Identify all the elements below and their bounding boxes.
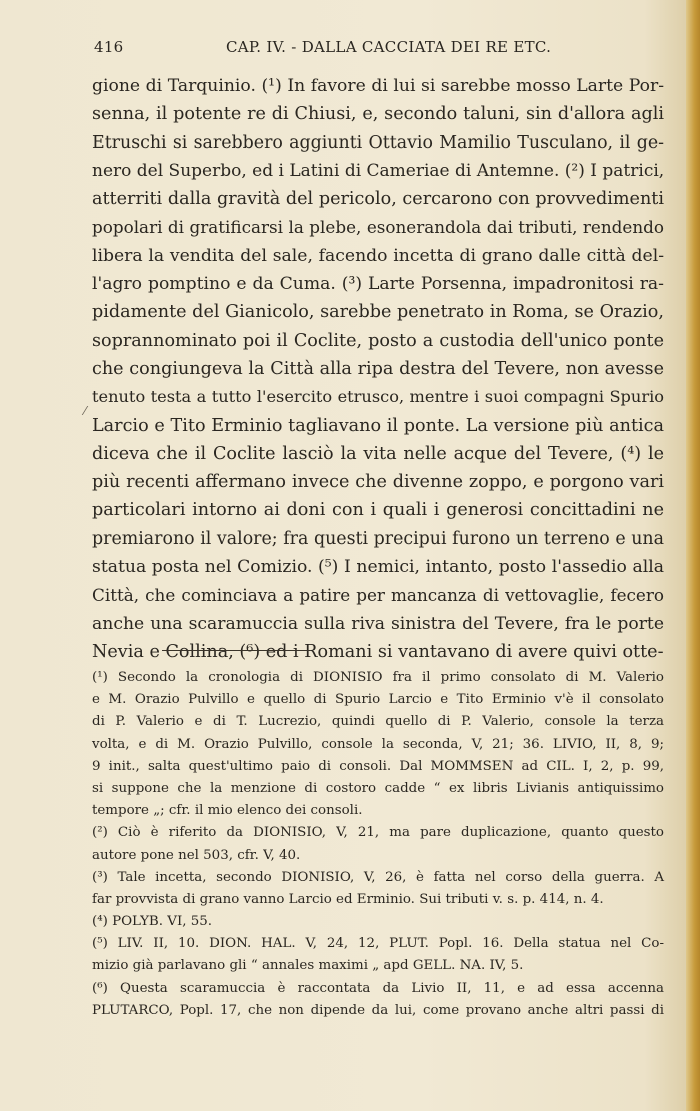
text-line: pidamente del Gianicolo, sarebbe penetrato in Roma, se Orazio,: [92, 302, 664, 323]
page-edge: [686, 0, 700, 1111]
text-line: soprannominato poi il Coclite, posto a custodia dell'unico ponte: [92, 330, 664, 351]
footnote-separator: [162, 650, 310, 651]
footnote-line: (⁶) Questa scaramuccia è raccontata da Livio II, 11, e ad essa accenna: [92, 980, 664, 996]
text-line: popolari di gratificarsi la plebe, esonerandola dai tributi, rendendo: [92, 217, 664, 238]
text-line: Larcio e Tito Erminio tagliavano il ponte. La versione più antica: [92, 415, 664, 436]
text-line: premiarono il valore; fra questi precipui furono un terreno e una: [92, 528, 664, 549]
text-line: statua posta nel Comizio. (⁵) I nemici, intanto, posto l'assedio alla: [92, 557, 664, 578]
page-number: 416: [94, 38, 124, 56]
footnote-line: si suppone che la menzione di costoro cadde “ ex libris Livianis antiquissimo: [92, 780, 664, 796]
pencil-mark: ⁄: [84, 404, 87, 418]
footnote-line: (¹) Secondo la cronologia di DIONISIO fra il primo consolato di M. Valerio: [92, 670, 664, 685]
text-line: tenuto testa a tutto l'esercito etrusco, mentre i suoi compagni Spurio: [92, 387, 664, 407]
footnote-line: (³) Tale incetta, secondo DIONISIO, V, 26, è fatta nel corso della guerra. A: [92, 869, 664, 885]
running-header: [94, 38, 656, 62]
text-line: particolari intorno ai doni con i quali i generosi concittadini ne: [92, 500, 664, 521]
footnote-line: mizio già parlavano gli “ annales maximi „ apd GELL. NA. IV, 5.: [92, 958, 524, 974]
footnote-line: di P. Valerio e di T. Lucrezio, quindi quello di P. Valerio, console la terza: [92, 714, 664, 730]
text-line: Etruschi si sarebbero aggiunti Ottavio Mamilio Tusculano, il ge-: [92, 132, 664, 153]
text-line: libera la vendita del sale, facendo incetta di grano dalle città del-: [92, 245, 664, 266]
main-text: [92, 72, 664, 666]
footnote-line: (⁴) POLYB. VI, 55.: [92, 914, 213, 930]
footnotes: [92, 667, 664, 1022]
text-line: senna, il potente re di Chiusi, e, secondo taluni, sin d'allora agli: [92, 104, 664, 125]
footnote-line: tempore „; cfr. il mio elenco dei consoli.: [92, 803, 363, 819]
footnote-line: far provvista di grano vanno Larcio ed Erminio. Sui tributi v. s. p. 414, n. 4.: [92, 891, 604, 907]
footnote-line: volta, e di M. Orazio Pulvillo, console la seconda, V, 21; 36. LIVIO, II, 8, 9;: [92, 736, 664, 752]
text-line: Nevia e Collina, (⁶) ed i Romani si vantavano di avere quivi otte-: [92, 641, 664, 662]
text-line: atterriti dalla gravità del pericolo, cercarono con provvedimenti: [92, 189, 664, 210]
running-title: CAP. IV. - DALLA CACCIATA DEI RE ETC.: [226, 38, 552, 56]
text-line: l'agro pomptino e da Cuma. (³) Larte Porsenna, impadronitosi ra-: [92, 274, 664, 295]
footnote-line: autore pone nel 503, cfr. V, 40.: [92, 847, 301, 863]
text-line: gione di Tarquinio. (¹) In favore di lui si sarebbe mosso Larte Por-: [92, 76, 664, 96]
footnote-line: (⁵) LIV. II, 10. DION. HAL. V, 24, 12, PLUT. Popl. 16. Della statua nel Co-: [92, 936, 664, 952]
text-line: nero del Superbo, ed i Latini di Cameriae di Antemne. (²) I patrici,: [92, 160, 665, 181]
footnote-line: 9 init., salta quest'ultimo paio di consoli. Dal MOMMSEN ad CIL. I, 2, p. 99,: [92, 758, 664, 774]
text-line: più recenti affermano invece che divenne zoppo, e porgono vari: [92, 472, 664, 493]
footnote-line: e M. Orazio Pulvillo e quello di Spurio Larcio e Tito Erminio v'è il consolato: [92, 692, 664, 708]
text-line: che congiungeva la Città alla ripa destra del Tevere, non avesse: [92, 358, 664, 379]
footnote-line: PLUTARCO, Popl. 17, che non dipende da lui, come provano anche altri passi di: [92, 1002, 664, 1018]
footnote-line: (²) Ciò è riferito da DIONISIO, V, 21, ma pare duplicazione, quanto questo: [92, 825, 664, 841]
text-line: diceva che il Coclite lasciò la vita nelle acque del Tevere, (⁴) le: [92, 443, 664, 464]
text-line: anche una scaramuccia sulla riva sinistra del Tevere, fra le porte: [92, 613, 664, 634]
text-line: Città, che cominciava a patire per mancanza di vettovaglie, fecero: [92, 585, 664, 606]
